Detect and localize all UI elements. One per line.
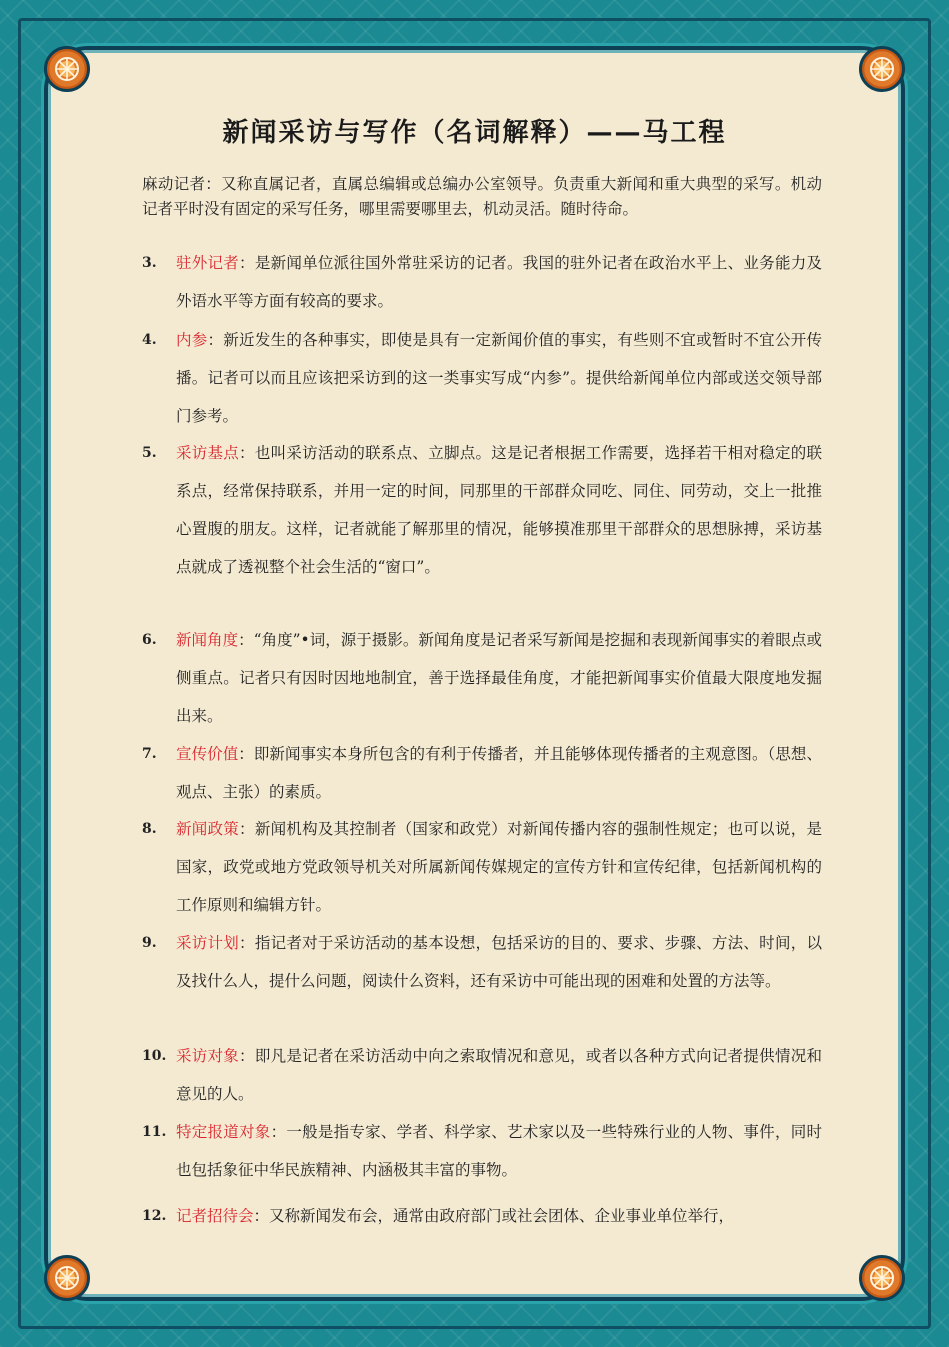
term-label: 采访基点 (176, 444, 240, 462)
list-item: 8. 新闻政策：新闻机构及其控制者（国家和政党）对新闻传播内容的强制性规定；也可以说，是国家，政党或地方党政领导机关对所属新闻传媒规定的宣传方针和宣传纪律，包括新闻机构的工作原则和编辑方针。 (142, 810, 822, 924)
term-label: 内参 (176, 331, 208, 349)
item-number: 8. (142, 821, 157, 837)
definition-text: “角度”•词，源于摄影。新闻角度是记者采写新闻是挖掘和表现新闻事实的着眼点或侧重点。记者只有因时因地地制宜，善于选择最佳角度，才能把新闻事实价值最大限度地发掘出来。 (176, 631, 822, 725)
term-label: 新闻角度 (176, 631, 239, 649)
term-label: 特定报道对象 (176, 1123, 271, 1141)
list-item: 4. 内参：新近发生的各种事实，即使是具有一定新闻价值的事实，有些则不宜或暂时不宜公开传播。记者可以而且应该把采访到的这一类事实写成“内参”。提供给新闻单位内部或送交领导部门参考。 (142, 321, 822, 435)
definition-text: 指记者对于采访活动的基本设想，包括采访的目的、要求、步骤、方法、时间，以及找什么人，提什么问题，阅读什么资料，还有采访中可能出现的困难和处置的方法等。 (176, 934, 822, 990)
item-number: 6. (142, 632, 157, 648)
item-number: 11. (142, 1124, 167, 1140)
item-number: 4. (142, 332, 157, 348)
term-label: 宣传价值 (176, 745, 239, 763)
list-item: 5. 采访基点：也叫采访活动的联系点、立脚点。这是记者根据工作需要，选择若干相对稳定的联系点，经常保持联系，并用一定的时间，同那里的干部群众同吃、同住、同劳动，交上一批推心置腹的朋友。这样，记者就能了解那里的情况，能够摸准那里干部群众的思想脉搏，采访基点就成了透视整个社会生活的“窗口”。 (142, 434, 822, 586)
term-label: 采访对象 (176, 1047, 240, 1065)
definition-text: 即凡是记者在采访活动中向之索取情况和意见，或者以各种方式向记者提供情况和意见的人。 (176, 1047, 822, 1103)
item-number: 3. (142, 255, 157, 271)
term-label: 新闻政策 (176, 820, 240, 838)
definition-text: 新近发生的各种事实，即使是具有一定新闻价值的事实，有些则不宜或暂时不宜公开传播。记者可以而且应该把采访到的这一类事实写成“内参”。提供给新闻单位内部或送交领导部门参考。 (176, 331, 822, 425)
definition-text: 新闻机构及其控制者（国家和政党）对新闻传播内容的强制性规定；也可以说，是国家，政党或地方党政领导机关对所属新闻传媒规定的宣传方针和宣传纪律，包括新闻机构的工作原则和编辑方针。 (176, 820, 822, 914)
item-number: 10. (142, 1048, 167, 1064)
list-item: 11. 特定报道对象：一般是指专家、学者、科学家、艺术家以及一些特殊行业的人物、事件，同时也包括象征中华民族精神、内涵极其丰富的事物。 (142, 1113, 822, 1189)
term-label: 驻外记者 (176, 254, 240, 272)
definition-text: 即新闻事实本身所包含的有利于传播者，并且能够体现传播者的主观意图。（思想、观点、主张）的素质。 (176, 745, 822, 801)
list-item: 6. 新闻角度：“角度”•词，源于摄影。新闻角度是记者采写新闻是挖掘和表现新闻事实的着眼点或侧重点。记者只有因时因地地制宜，善于选择最佳角度，才能把新闻事实价值最大限度地发掘出来。 (142, 621, 822, 735)
list-item: 3. 驻外记者：是新闻单位派往国外常驻采访的记者。我国的驻外记者在政治水平上、业务能力及外语水平等方面有较高的要求。 (142, 244, 822, 320)
list-item: 9. 采访计划：指记者对于采访活动的基本设想，包括采访的目的、要求、步骤、方法、时间，以及找什么人，提什么问题，阅读什么资料，还有采访中可能出现的困难和处置的方法等。 (142, 924, 822, 1000)
corner-ornament-icon (859, 46, 905, 92)
list-item: 10. 采访对象：即凡是记者在采访活动中向之索取情况和意见，或者以各种方式向记者提供情况和意见的人。 (142, 1037, 822, 1113)
term-label: 采访计划 (176, 934, 240, 952)
definition-text: 也叫采访活动的联系点、立脚点。这是记者根据工作需要，选择若干相对稳定的联系点，经常保持联系，并用一定的时间，同那里的干部群众同吃、同住、同劳动，交上一批推心置腹的朋友。这样，记者就能了解那里的情况，能够摸准那里干部群众的思想脉搏，采访基点就成了透视整个社会生活的“窗口”。 (176, 444, 822, 576)
corner-ornament-icon (44, 46, 90, 92)
intro-paragraph: 麻动记者：又称直属记者，直属总编辑或总编办公室领导。负责重大新闻和重大典型的采写。机动记者平时没有固定的采写任务，哪里需要哪里去，机动灵活。随时待命。 (142, 175, 822, 218)
item-number: 9. (142, 935, 157, 951)
page-title: 新闻采访与写作（名词解释）——马工程 (222, 118, 727, 148)
definition-text: 是新闻单位派往国外常驻采访的记者。我国的驻外记者在政治水平上、业务能力及外语水平等方面有较高的要求。 (176, 254, 822, 310)
list-item: 7. 宣传价值：即新闻事实本身所包含的有利于传播者，并且能够体现传播者的主观意图。（思想、观点、主张）的素质。 (142, 735, 822, 811)
item-number: 12. (142, 1208, 167, 1224)
term-label: 记者招待会 (176, 1207, 254, 1225)
list-item: 12. 记者招待会：又称新闻发布会，通常由政府部门或社会团体、企业事业单位举行， (142, 1197, 822, 1235)
definition-text: 一般是指专家、学者、科学家、艺术家以及一些特殊行业的人物、事件，同时也包括象征中华民族精神、内涵极其丰富的事物。 (176, 1123, 822, 1179)
corner-ornament-icon (859, 1255, 905, 1301)
corner-ornament-icon (44, 1255, 90, 1301)
item-number: 5. (142, 445, 157, 461)
item-number: 7. (142, 746, 157, 762)
definition-text: 又称新闻发布会，通常由政府部门或社会团体、企业事业单位举行， (269, 1207, 735, 1225)
